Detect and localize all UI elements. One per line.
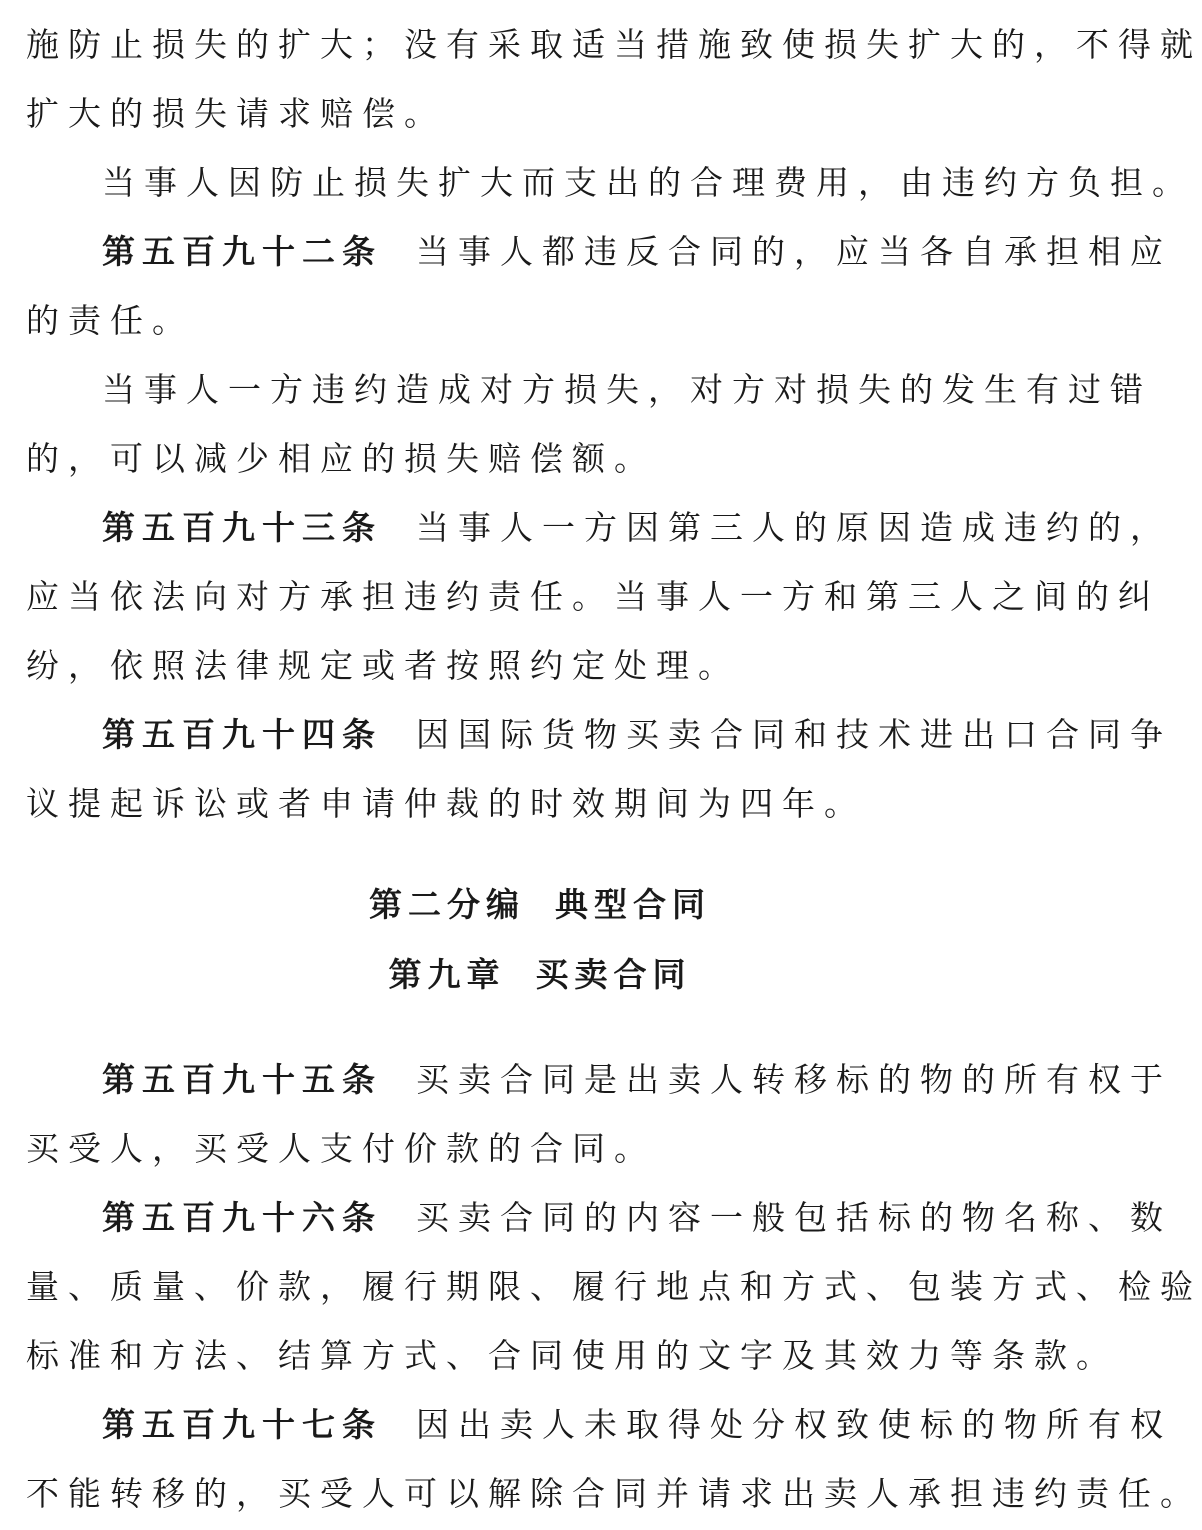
article-text: 因国际货物买卖合同和技术进出口合同争 — [416, 715, 1172, 754]
text-line — [26, 1183, 1172, 1252]
text-line — [26, 1045, 1172, 1114]
article-593 — [26, 493, 1172, 700]
article-596 — [26, 1183, 1202, 1390]
chapter-title: 买卖合同 — [535, 955, 692, 994]
text-line: 标准和方法、结算方式、合同使用的文字及其效力等条款。 — [26, 1336, 1118, 1375]
article-595 — [26, 1045, 1172, 1183]
article-text: 因出卖人未取得处分权致使标的物所有权 — [416, 1405, 1172, 1444]
text-line: 扩大的损失请求赔偿。 — [26, 94, 446, 133]
article-number: 第五百九十五条 — [102, 1060, 382, 1099]
text-line — [26, 1390, 1172, 1459]
article-text: 当事人一方因第三人的原因造成违约的， — [416, 508, 1172, 547]
text-line: 当事人一方违约造成对方损失，对方对损失的发生有过错 — [102, 370, 1152, 409]
article-text: 买卖合同是出卖人转移标的物的所有权于 — [416, 1060, 1172, 1099]
article-number: 第五百九十三条 — [102, 508, 382, 547]
article-text: 买卖合同的内容一般包括标的物名称、数 — [416, 1198, 1172, 1237]
article-number: 第五百九十六条 — [102, 1198, 382, 1237]
text-line: 的责任。 — [26, 301, 194, 340]
paragraph — [26, 355, 1152, 493]
article-number: 第五百九十四条 — [102, 715, 382, 754]
text-line — [26, 700, 1172, 769]
text-line: 施防止损失的扩大；没有采取适当措施致使损失扩大的，不得就 — [26, 25, 1202, 64]
part-number: 第二分编 — [369, 885, 525, 924]
text-line — [26, 217, 1172, 286]
text-line: 议提起诉讼或者申请仲裁的时效期间为四年。 — [26, 784, 866, 823]
paragraph — [26, 148, 1194, 217]
text-line: 量、质量、价款，履行期限、履行地点和方式、包装方式、检验 — [26, 1267, 1202, 1306]
part-heading — [0, 870, 1080, 939]
text-line: 纷，依照法律规定或者按照约定处理。 — [26, 646, 740, 685]
article-number: 第五百九十二条 — [102, 232, 382, 271]
part-title: 典型合同 — [555, 885, 711, 924]
text-line: 当事人因防止损失扩大而支出的合理费用，由违约方负担。 — [102, 163, 1194, 202]
chapter-number: 第九章 — [388, 955, 506, 994]
article-number: 第五百九十七条 — [102, 1405, 382, 1444]
text-line: 买受人，买受人支付价款的合同。 — [26, 1129, 656, 1168]
text-line: 不能转移的，买受人可以解除合同并请求出卖人承担违约责任。 — [26, 1474, 1202, 1513]
article-text: 当事人都违反合同的，应当各自承担相应 — [416, 232, 1172, 271]
text-line — [26, 493, 1172, 562]
article-594 — [26, 700, 1172, 838]
article-597 — [26, 1390, 1202, 1528]
chapter-heading — [0, 940, 1080, 1009]
article-592 — [26, 217, 1172, 355]
paragraph-continuation — [26, 10, 1202, 148]
text-line: 应当依法向对方承担违约责任。当事人一方和第三人之间的纠 — [26, 577, 1160, 616]
text-line: 的，可以减少相应的损失赔偿额。 — [26, 439, 656, 478]
